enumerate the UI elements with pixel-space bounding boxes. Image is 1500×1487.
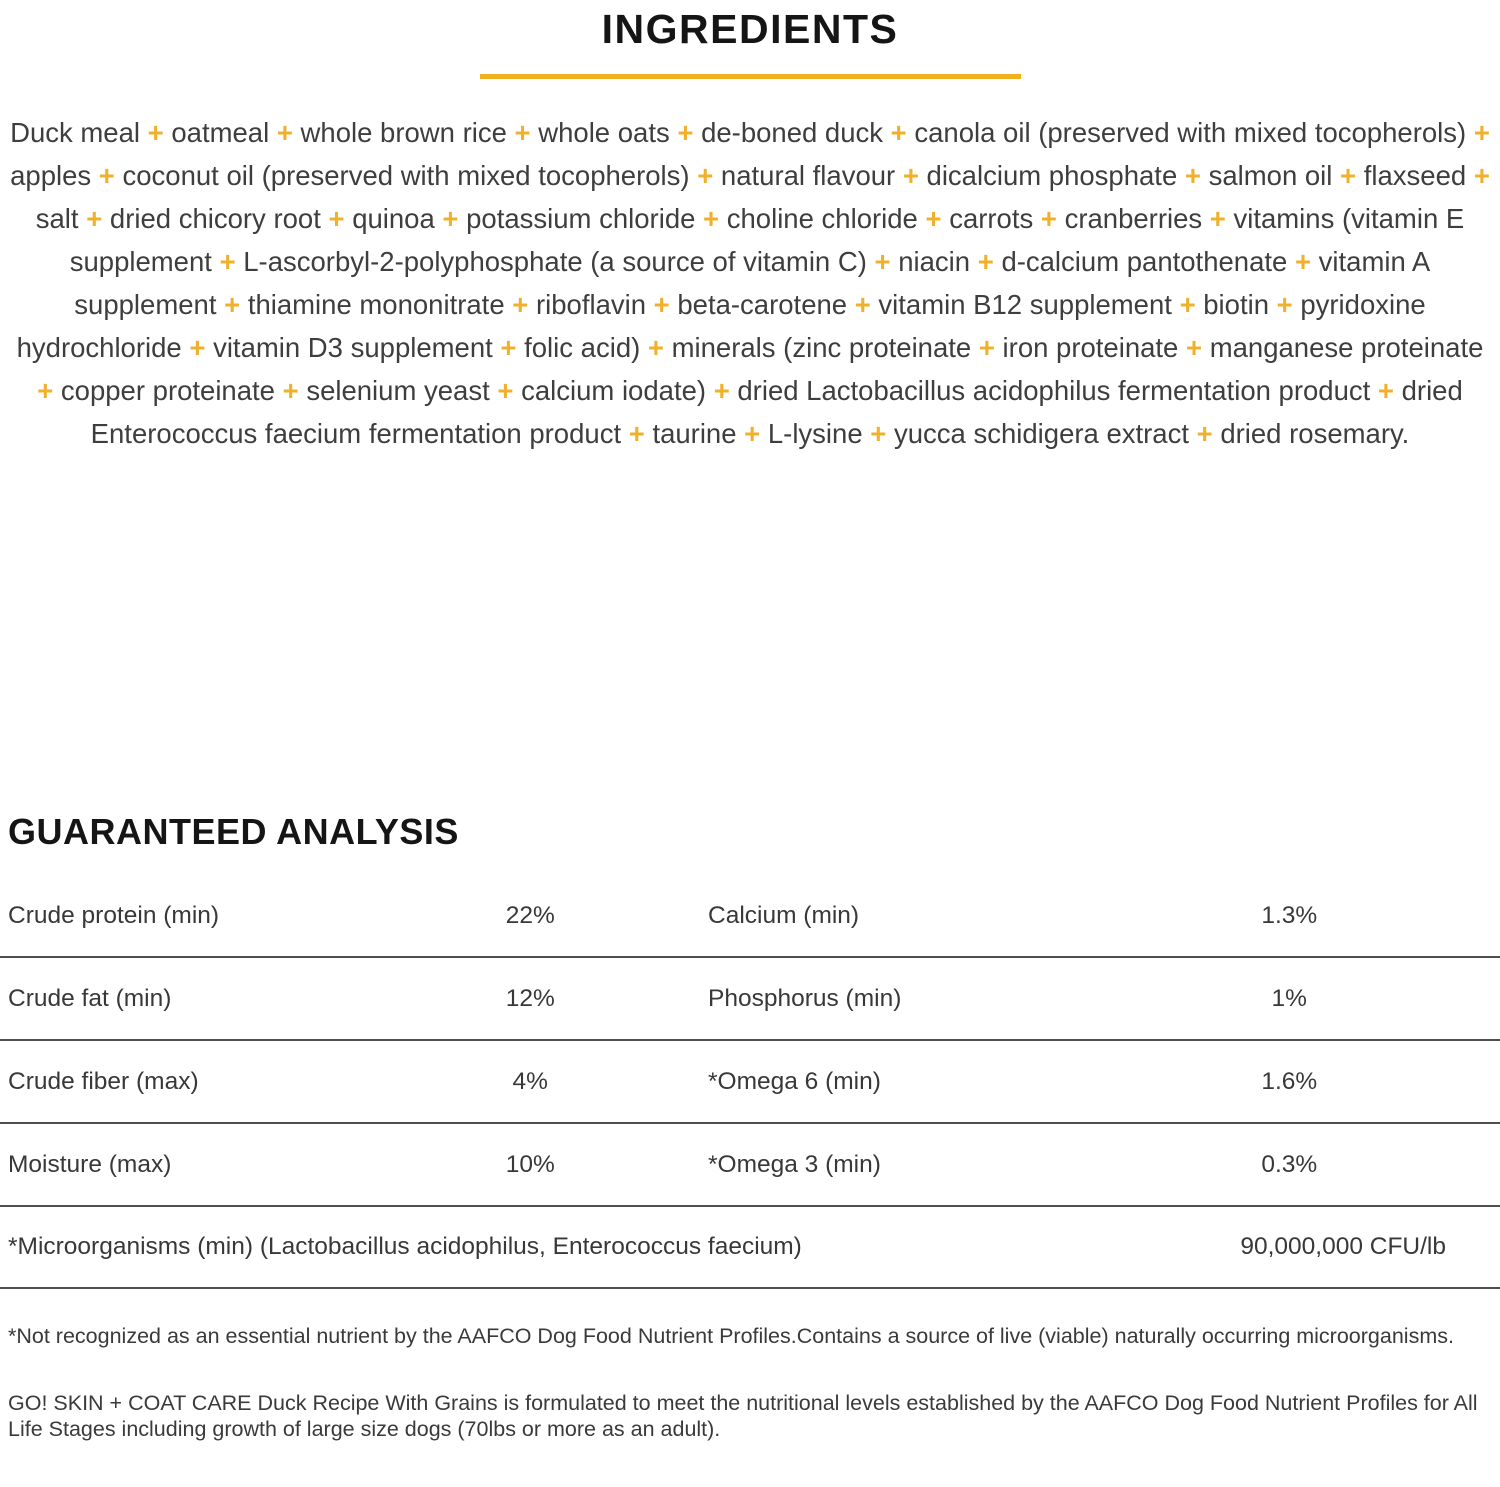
plus-separator: + [697, 160, 714, 191]
ingredients-title: INGREDIENTS [601, 6, 899, 52]
plus-separator: + [870, 418, 887, 449]
ingredients-text: Duck meal + oatmeal + whole brown rice + whole oats + de-boned duck + canola oil (preserved with mixed tocopherols) + apples + coconut oil (preserved with mixed tocopherols) + natural flavour + dicalcium phosphate + salmon oil + flaxseed + salt + dried chicory root + quinoa + potassium chloride + choline chloride + carrots + cranberries + vitamins (vitamin E supplement + L-ascorbyl-2-polyphosphate (a source of vitamin C) + niacin + d-calcium pantothenate + vitamin A supplement + thiamine mononitrate + riboflavin + beta-carotene + vitamin B12 supplement + biotin + pyridoxine hydrochloride + vitamin D3 supplement + folic acid) + minerals (zinc proteinate + iron proteinate + manganese proteinate + copper proteinate + selenium yeast + calcium iodate) + dried Lactobacillus acidophilus fermentation product + dried Enterococcus faecium fermentation product + taurine + L-lysine + yucca schidigera extract + dried rosemary. [10, 117, 1490, 449]
plus-separator: + [86, 203, 103, 234]
plus-separator: + [677, 117, 694, 148]
plus-separator: + [282, 375, 299, 406]
plus-separator: + [1473, 117, 1490, 148]
plus-separator: + [328, 203, 345, 234]
plus-separator: + [189, 332, 206, 363]
plus-separator: + [1186, 332, 1203, 363]
plus-separator: + [497, 375, 514, 406]
plus-separator: + [713, 375, 730, 406]
microorganisms-value: 90,000,000 CFU/lb [1240, 1233, 1446, 1260]
guaranteed-analysis-section [0, 812, 1500, 1289]
analysis-row-fat-phosphorus [0, 958, 1500, 1041]
analysis-row-fiber-omega6 [0, 1041, 1500, 1124]
ingredients-section [0, 0, 1500, 455]
plus-separator: + [890, 117, 907, 148]
plus-separator: + [653, 289, 670, 320]
plus-separator: + [874, 246, 891, 277]
analysis-value: 1.3% [1261, 901, 1318, 929]
footnote-formulation: GO! SKIN + COAT CARE Duck Recipe With Grains is formulated to meet the nutritional levels established by the AAFCO Dog Food Nutrient Profiles for All Life Stages including growth of large size dogs (70lbs or more as an adult). [8, 1391, 1478, 1441]
footnote-aafco: *Not recognized as an essential nutrient by the AAFCO Dog Food Nutrient Profiles.Contains a source of live (viable) naturally occurring microorganisms. [8, 1324, 1454, 1348]
plus-separator: + [1294, 246, 1312, 277]
plus-separator: + [647, 332, 664, 363]
analysis-value: 1.6% [1261, 1067, 1318, 1095]
analysis-value: 1% [1271, 984, 1307, 1012]
guaranteed-analysis-title: GUARANTEED ANALYSIS [8, 811, 459, 852]
plus-separator: + [442, 203, 459, 234]
analysis-label: *Omega 6 (min) [708, 1067, 881, 1095]
title-divider [480, 74, 1021, 79]
plus-separator: + [1040, 203, 1057, 234]
plus-separator: + [1184, 160, 1201, 191]
plus-separator: + [500, 332, 517, 363]
plus-separator: + [978, 332, 995, 363]
plus-separator: + [902, 160, 919, 191]
plus-separator: + [147, 117, 164, 148]
plus-separator: + [1209, 203, 1226, 234]
plus-separator: + [37, 375, 54, 406]
plus-separator: + [1377, 375, 1394, 406]
analysis-table [0, 875, 1500, 1289]
plus-separator: + [219, 246, 236, 277]
plus-separator: + [854, 289, 871, 320]
microorganisms-label: *Microorganisms (min) (Lactobacillus acidophilus, Enterococcus faecium) [8, 1233, 802, 1260]
analysis-label: Phosphorus (min) [708, 984, 902, 1012]
plus-separator: + [1276, 289, 1293, 320]
analysis-label: Crude protein (min) [8, 901, 220, 929]
analysis-value: 12% [505, 984, 555, 1012]
plus-separator: + [512, 289, 529, 320]
analysis-label: Moisture (max) [8, 1150, 172, 1178]
plus-separator: + [1179, 289, 1196, 320]
plus-separator: + [703, 203, 720, 234]
microorganisms-row [0, 1207, 1500, 1289]
plus-separator: + [977, 246, 994, 277]
plus-separator: + [224, 289, 241, 320]
plus-separator: + [276, 117, 293, 148]
analysis-row-protein-calcium [0, 875, 1500, 958]
plus-separator: + [98, 160, 115, 191]
plus-separator: + [1473, 160, 1490, 191]
analysis-value: 22% [505, 901, 555, 929]
analysis-label: Crude fat (min) [8, 984, 172, 1012]
analysis-value: 0.3% [1261, 1150, 1318, 1178]
plus-separator: + [925, 203, 942, 234]
analysis-label: *Omega 3 (min) [708, 1150, 881, 1178]
plus-separator: + [1340, 160, 1357, 191]
plus-separator: + [744, 418, 761, 449]
analysis-row-moisture-omega3 [0, 1124, 1500, 1207]
plus-separator: + [1196, 418, 1213, 449]
analysis-label: Crude fiber (max) [8, 1067, 199, 1095]
analysis-label: Calcium (min) [708, 901, 860, 929]
plus-separator: + [628, 418, 645, 449]
plus-separator: + [514, 117, 531, 148]
analysis-value: 10% [505, 1150, 555, 1178]
analysis-value: 4% [512, 1067, 548, 1095]
